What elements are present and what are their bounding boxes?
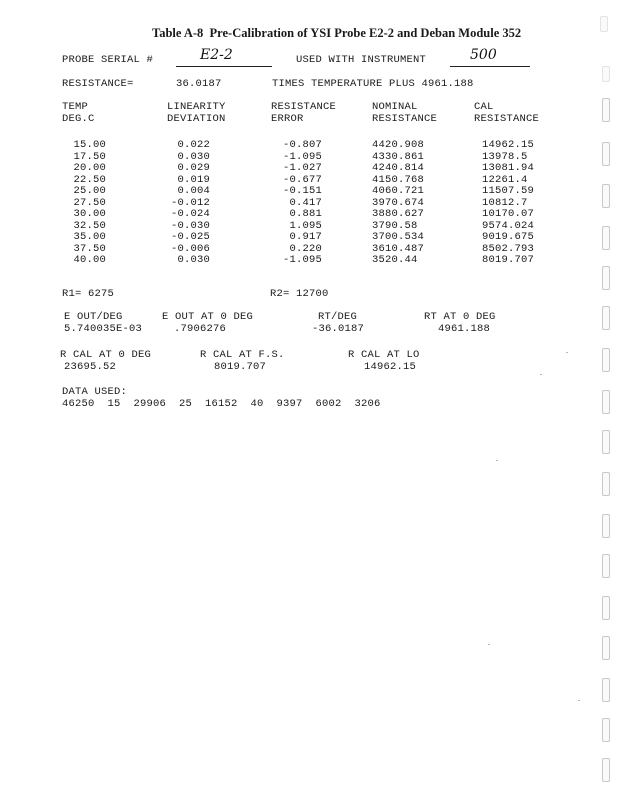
e-out-deg-value: 5.740035E-03 [64,323,143,335]
table-cell: -0.012 [170,196,210,209]
table-cell: 9019.675 [482,231,535,243]
table-cell: 22.50 [73,173,106,186]
table-cell: 4420.908 [372,139,425,151]
table-cell: 37.50 [73,242,106,255]
binding-hole [602,430,610,454]
r2-value: R2= 12700 [270,288,329,300]
instrument-underline [450,66,530,67]
table-cell: 0.417 [289,196,322,209]
table-cell: 3610.487 [372,242,425,255]
column-nominal [372,140,424,267]
table-cell: 3520.44 [372,254,418,266]
binding-hole [602,98,610,122]
header-temp: TEMP DEG.C [62,101,95,125]
table-cell: 0.881 [289,208,322,220]
scan-speck [496,460,498,461]
scan-speck [566,352,568,353]
table-cell: 12261.4 [482,173,528,186]
binding-hole [602,514,610,538]
table-cell: 20.00 [73,162,106,174]
table-cell: 4240.814 [372,162,425,174]
header-cal: CAL RESISTANCE [474,101,540,125]
table-cell: 0.004 [177,185,210,197]
table-cell: -0.677 [282,173,322,186]
table-cell: 27.50 [73,196,106,209]
e-out-deg-label: E OUT/DEG [64,311,123,323]
table-cell: 25.00 [73,185,106,197]
table-cell: 8502.793 [482,242,535,255]
scan-speck [578,700,580,701]
data-used-label: DATA USED: [62,386,128,398]
resistance-value: 36.0187 [176,78,222,90]
rcal-lo-label: R CAL AT LO [348,349,420,361]
table-cell: -0.807 [282,139,322,151]
binding-hole [602,472,610,496]
binding-hole [602,636,610,660]
table-cell: -1.095 [282,150,322,163]
table-cell: 30.00 [73,208,106,220]
header-nominal: NOMINAL RESISTANCE [372,101,438,125]
rt-0-label: RT AT 0 DEG [424,311,496,323]
table-cell: -0.024 [170,208,210,220]
rt-deg-label: RT/DEG [318,311,358,323]
binding-hole [602,596,610,620]
binding-hole [602,554,610,578]
header-linearity: LINEARITY DEVIATION [167,101,226,125]
binding-hole [602,306,610,330]
table-cell: 0.022 [177,139,210,151]
binding-hole [602,718,610,742]
table-cell: 0.220 [289,242,322,255]
resistance-label: RESISTANCE= [62,78,134,90]
r1-value: R1= 6275 [62,288,115,300]
binding-hole [602,266,610,290]
column-linearity [162,140,210,267]
binding-hole [602,348,610,372]
binding-hole [602,66,610,82]
scan-speck [540,374,542,375]
rcal-fs-label: R CAL AT F.S. [200,349,285,361]
table-cell: -1.095 [282,254,322,266]
table-cell: -0.151 [282,185,322,197]
probe-serial-underline [176,66,272,67]
column-resistance-error [274,140,322,267]
table-cell: 1.095 [289,219,322,232]
column-temp [62,140,106,267]
table-number: Table A-8 [152,26,204,40]
scan-speck [488,644,490,645]
table-cell: 13978.5 [482,150,528,163]
binding-hole [600,16,608,32]
table-cell: 0.030 [177,254,210,266]
binding-hole [602,678,610,702]
probe-serial-value: E2-2 [200,47,233,63]
table-cell: 32.50 [73,219,106,232]
table-cell: 3970.674 [372,196,425,209]
rt-deg-value: -36.0187 [312,323,365,335]
table-cell: 0.029 [177,162,210,174]
binding-hole [602,184,610,208]
table-cell: 3700.534 [372,231,425,243]
table-cell: -0.006 [170,242,210,255]
table-cell: 4060.721 [372,185,425,197]
table-cell: 40.00 [73,254,106,266]
e-out-0-value: .7906276 [174,323,227,335]
rcal-0-value: 23695.52 [64,361,117,373]
table-cell: 13081.94 [482,162,535,174]
table-cell: 35.00 [73,231,106,243]
table-cell: 3790.58 [372,219,418,232]
rcal-0-label: R CAL AT 0 DEG [60,349,152,361]
table-cell: -0.025 [170,231,210,243]
table-title [152,26,521,41]
binding-hole [602,226,610,250]
table-cell: 9574.024 [482,219,535,232]
table-cell: 8019.707 [482,254,535,266]
table-cell: 3880.627 [372,208,425,220]
table-cell: 0.030 [177,150,210,163]
table-cell: 14962.15 [482,139,535,151]
instrument-label: USED WITH INSTRUMENT [296,54,427,66]
header-resistance-error: RESISTANCE ERROR [271,101,337,125]
instrument-value: 500 [470,47,497,63]
table-caption: Pre-Calibration of YSI Probe E2-2 and Deban Module 352 [209,26,522,40]
resistance-formula: TIMES TEMPERATURE PLUS 4961.188 [272,78,474,90]
table-cell: -0.030 [170,219,210,232]
binding-hole [602,758,610,782]
probe-serial-label: PROBE SERIAL # [62,54,154,66]
table-cell: 4330.861 [372,150,425,163]
table-cell: 17.50 [73,150,106,163]
rt-0-value: 4961.188 [438,323,491,335]
table-cell: 0.019 [177,173,210,186]
table-cell: -1.027 [282,162,322,174]
table-cell: 4150.768 [372,173,425,186]
table-cell: 10170.07 [482,208,535,220]
data-used-values: 46250 15 29906 25 16152 40 9397 6002 3206 [62,398,381,410]
table-cell: 15.00 [73,139,106,151]
column-cal [482,140,534,267]
binding-hole [602,390,610,414]
rcal-lo-value: 14962.15 [364,361,417,373]
table-cell: 11507.59 [482,185,535,197]
e-out-0-label: E OUT AT 0 DEG [162,311,254,323]
table-cell: 10812.7 [482,196,528,209]
rcal-fs-value: 8019.707 [214,361,267,373]
binding-hole [602,142,610,166]
table-cell: 0.917 [289,231,322,243]
